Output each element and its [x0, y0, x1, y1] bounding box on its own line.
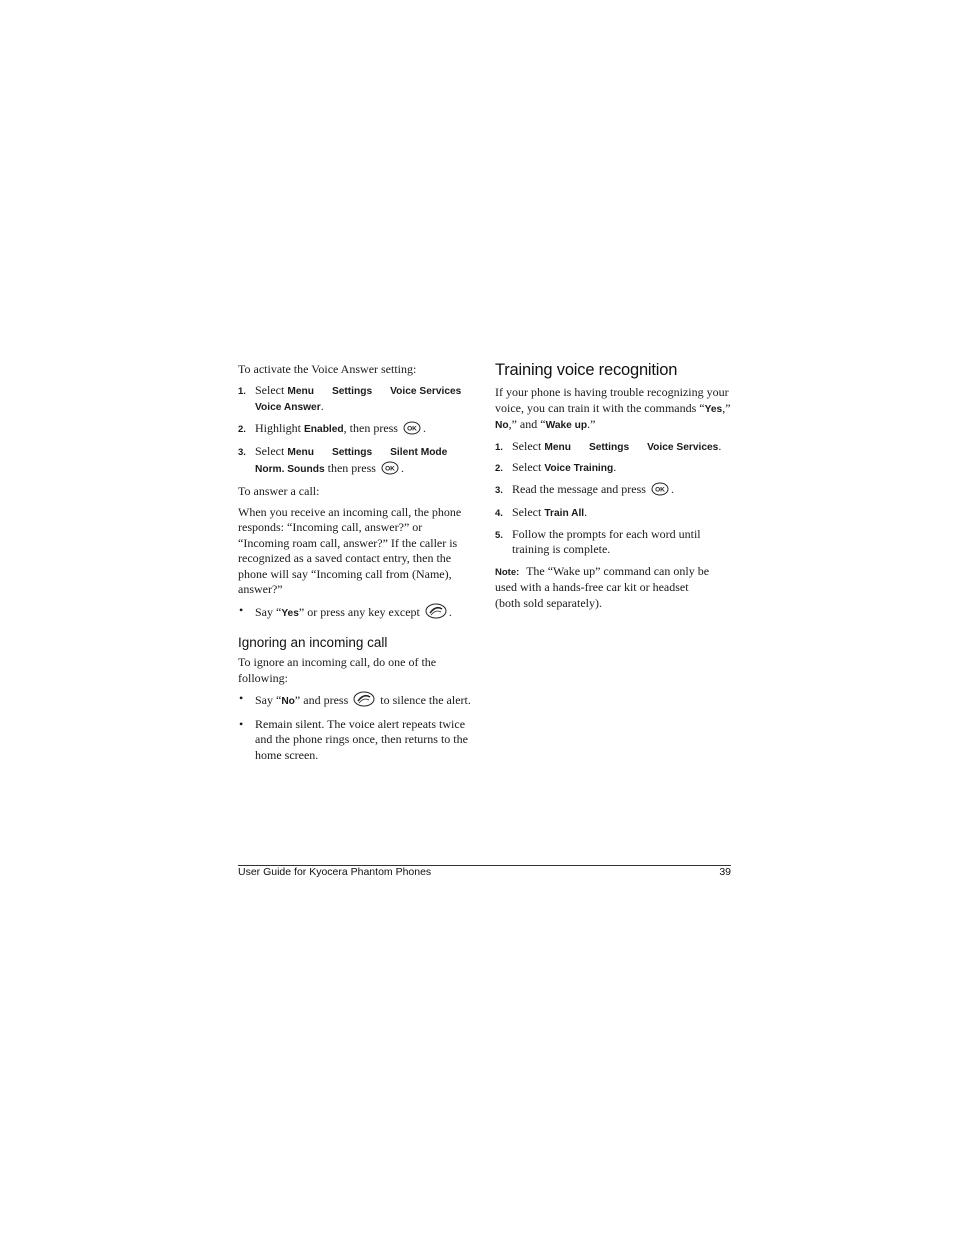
page-number: 39	[719, 866, 731, 878]
svg-text:OK: OK	[407, 425, 417, 432]
ignore-call-intro: To ignore an incoming call, do one of the following:	[238, 655, 437, 685]
answer-call-bullet: • Say “Yes” or press any key except .	[238, 603, 476, 624]
step-number: 2.	[495, 463, 503, 474]
menu-path-item: Voice Answer	[255, 402, 321, 413]
footer-title: User Guide for Kyocera Phantom Phones	[238, 866, 432, 878]
voice-command: Yes	[704, 403, 723, 415]
ok-key-icon	[403, 421, 421, 440]
end-key-icon	[353, 691, 375, 712]
end-key-icon	[425, 603, 447, 624]
menu-path-item: Settings	[588, 441, 630, 453]
training-heading: Training voice recognition	[495, 361, 678, 379]
menu-path-item: Silent Mode	[390, 447, 448, 458]
option-name: Train All	[544, 508, 585, 519]
bullet-marker: •	[239, 602, 244, 617]
ok-key-icon	[651, 482, 669, 501]
bullet-marker: •	[239, 691, 244, 705]
menu-path-item: Menu	[287, 447, 314, 458]
voice-command: Wake up	[545, 420, 588, 431]
voice-command: No	[495, 420, 509, 431]
training-step-2: 2. Select Voice Training.	[495, 460, 733, 477]
ignore-call-bullet-2: • Remain silent. The voice alert repeats twice and the phone rings once, then returns to the home screen.	[239, 716, 468, 762]
training-step-3: 3. Read the message and press OK .	[495, 482, 733, 501]
voice-command: Yes	[281, 607, 299, 619]
note-text: The “Wake up” command can only be used with a hands-free car kit or headset (both sold separately).	[495, 563, 710, 610]
bullet-marker: •	[239, 716, 244, 731]
step-number: 3.	[495, 484, 503, 496]
left-column	[238, 362, 476, 768]
right-column	[495, 360, 733, 616]
training-step-4: 4. Select Train All.	[495, 505, 733, 522]
step-number: 1.	[495, 441, 503, 453]
training-intro: If your phone is having trouble recognizing your voice, you can train it with the commands “Yes,” No,” and “Wake up.”	[495, 385, 731, 431]
training-step-1: 1. Select Menu Settings Voice Services.	[495, 439, 733, 456]
option-name: Enabled	[304, 423, 344, 435]
answer-call-intro: To answer a call:	[238, 484, 320, 498]
voice-answer-intro: To activate the Voice Answer setting:	[238, 362, 417, 376]
menu-path-item: Menu	[544, 441, 571, 453]
menu-path-item: Menu	[287, 385, 314, 397]
svg-text:OK: OK	[385, 465, 395, 472]
menu-path-item: Norm. Sounds	[255, 463, 325, 475]
training-step-5: 5. Follow the prompts for each word until training is complete.	[495, 526, 701, 556]
voice-answer-step-2: 2. Highlight Enabled, then press OK .	[238, 421, 476, 440]
menu-path-item: Settings	[331, 385, 373, 397]
step-number: 4.	[495, 508, 503, 519]
menu-path-item: Settings	[331, 447, 373, 458]
step-number: 2.	[238, 423, 246, 435]
menu-path-item: Voice Services	[390, 385, 462, 397]
step-number: 3.	[238, 447, 246, 458]
option-name: Voice Training	[544, 463, 614, 474]
note-label: Note:	[495, 566, 520, 578]
svg-text:OK: OK	[655, 486, 665, 493]
note-block	[495, 564, 710, 612]
voice-answer-step-3: 3. Select Menu Settings Silent Mode Norm. Sounds then press OK .	[238, 444, 476, 479]
menu-path-item: Voice Services	[647, 441, 719, 453]
ignore-call-bullet-1: • Say “No” and press to silence the alert.	[238, 691, 476, 712]
voice-command: No	[281, 696, 295, 707]
step-number: 1.	[238, 385, 246, 397]
ignore-call-heading: Ignoring an incoming call	[238, 635, 388, 650]
ok-key-icon	[381, 461, 399, 480]
voice-answer-step-1: 1. Select Menu Settings Voice Services Voice Answer.	[238, 382, 462, 413]
answer-call-paragraph: When you receive an incoming call, the phone responds: “Incoming call, answer?” or “Incoming roam call, answer?” If the caller is recognized as a saved contact entry, then the phone will say “Incoming call from (Name), answer?”	[238, 504, 462, 596]
step-number: 5.	[495, 529, 503, 541]
